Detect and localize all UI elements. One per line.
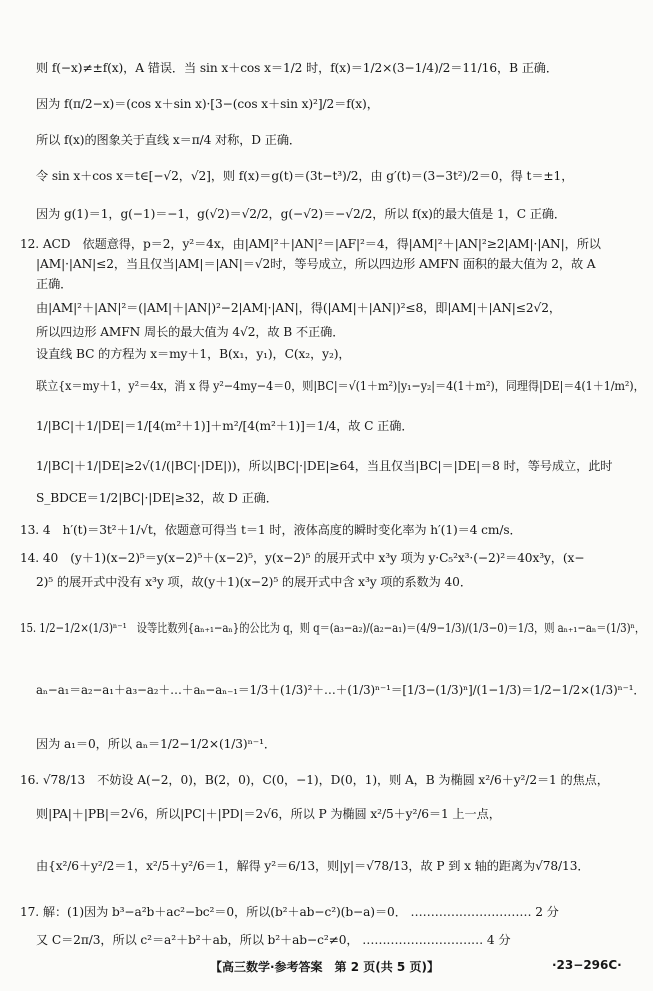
q17-line-1: 17. 解：(1)因为 b³−a²b＋ac²−bc²＝0，所以(b²＋ab−c²)(b−a)＝0． ………………………… 2 分: [20, 905, 559, 919]
q14-answer: 14. 40 (y＋1)(x−2)⁵＝y(x−2)⁵＋(x−2)⁵，y(x−2)⁵ 的展开式中 x³y 项为 y·C₅²x³·(−2)²＝40x³y，(x−: [20, 551, 585, 565]
line-11-substitution: 令 sin x＋cos x＝t∈[−√2，√2]，则 f(x)＝g(t)＝(3t−t³)/2，由 g′(t)＝(3−3t²)/2＝0，得 t＝±1，: [36, 169, 574, 183]
q13-answer: 13. 4 h′(t)＝3t²＋1/√t，依题意可得当 t＝1 时，液体高度的瞬时变化率为 h′(1)＝4 cm/s．: [20, 523, 522, 537]
q12-line-7: 联立{x＝my＋1，y²＝4x，消 x 得 y²−4my−4＝0，则|BC|＝√(1＋m²)|y₁−y₂|＝4(1＋m²)，同理得|DE|＝4(1＋1/m²)，: [36, 379, 645, 393]
q15-answer: 15. 1/2−1/2×(1/3)ⁿ⁻¹ 设等比数列{aₙ₊₁−aₙ}的公比为 q，则 q＝(a₃−a₂)/(a₂−a₁)＝(4/9−1/3)/(1/3−0)＝1/3，则 aₙ₊₁−aₙ＝(1/3)ⁿ，: [20, 621, 646, 635]
q12-line-9: 1/|BC|＋1/|DE|≥2√(1/(|BC|·|DE|))，所以|BC|·|DE|≥64，当且仅当|BC|＝|DE|＝8 时，等号成立，此时: [36, 459, 613, 473]
q12-line-8: 1/|BC|＋1/|DE|＝1/[4(m²＋1)]＋m²/[4(m²＋1)]＝1/4，故 C 正确．: [36, 419, 414, 433]
q12-answer: 12. ACD 依题意得，p＝2，y²＝4x，由|AM|²＋|AN|²＝|AF|²＝4，得|AM|²＋|AN|²≥2|AM|·|AN|，所以: [20, 237, 601, 251]
q16-line-3: 由{x²/6＋y²/2＝1，x²/5＋y²/6＝1，解得 y²＝6/13，则|y|＝√78/13，故 P 到 x 轴的距离为√78/13．: [36, 859, 590, 873]
line-11-d: 所以 f(x)的图象关于直线 x＝π/4 对称，D 正确．: [36, 133, 302, 147]
line-11-c: 因为 g(1)＝1，g(−1)＝−1，g(√2)＝√2/2，g(−√2)＝−√2/2，所以 f(x)的最大值是 1，C 正确．: [36, 207, 567, 221]
q17-line-2: 又 C＝2π/3，所以 c²＝a²＋b²＋ab，所以 b²＋ab−c²≠0， ………………………… 4 分: [36, 933, 511, 947]
q12-line-2: |AM|·|AN|≤2，当且仅当|AM|＝|AN|＝√2时，等号成立，所以四边形 AMFN 面积的最大值为 2，故 A: [36, 257, 596, 271]
q15-line-3: 因为 a₁＝0，所以 aₙ＝1/2−1/2×(1/3)ⁿ⁻¹．: [36, 737, 276, 751]
q12-line-6: 设直线 BC 的方程为 x＝my＋1，B(x₁，y₁)，C(x₂，y₂)，: [36, 347, 351, 361]
q12-line-5: 所以四边形 AMFN 周长的最大值为 4√2，故 B 不正确．: [36, 325, 345, 339]
q12-line-4: 由|AM|²＋|AN|²＝(|AM|＋|AN|)²−2|AM|·|AN|，得(|AM|＋|AN|)²≤8，即|AM|＋|AN|≤2√2，: [36, 301, 561, 315]
q16-line-2: 则|PA|＋|PB|＝2√6，所以|PC|＋|PD|＝2√6，所以 P 为椭圆 x²/5＋y²/6＝1 上一点，: [36, 807, 501, 821]
q16-answer: 16. √78/13 不妨设 A(−2，0)，B(2，0)，C(0，−1)，D(0，1)，则 A，B 为椭圆 x²/6＋y²/2＝1 的焦点，: [20, 773, 609, 787]
q12-line-10: S_BDCE＝1/2|BC|·|DE|≥32，故 D 正确．: [36, 491, 278, 505]
q14-line-2: 2)⁵ 的展开式中没有 x³y 项，故(y＋1)(x−2)⁵ 的展开式中含 x³y 项的系数为 40．: [36, 575, 472, 589]
line-11-symmetry: 因为 f(π/2−x)＝(cos x＋sin x)·[3−(cos x＋sin x)²]/2＝f(x)，: [36, 97, 379, 111]
line-11-b: 则 f(−x)≠±f(x)，A 错误．当 sin x＋cos x＝1/2 时，f(x)＝1/2×(3−1/4)/2＝11/16，B 正确．: [36, 61, 558, 75]
q15-line-2: aₙ−a₁＝a₂−a₁＋a₃−a₂＋…＋aₙ−aₙ₋₁＝1/3＋(1/3)²＋…＋(1/3)ⁿ⁻¹＝[1/3−(1/3)ⁿ]/(1−1/3)＝1/2−1/2×(1/3)ⁿ⁻¹．: [36, 683, 646, 697]
footer-page-info: 【高三数学·参考答案 第 2 页(共 5 页)】: [210, 960, 439, 974]
q12-line-3: 正确．: [36, 277, 73, 291]
footer-code: ·23−296C·: [552, 958, 622, 972]
